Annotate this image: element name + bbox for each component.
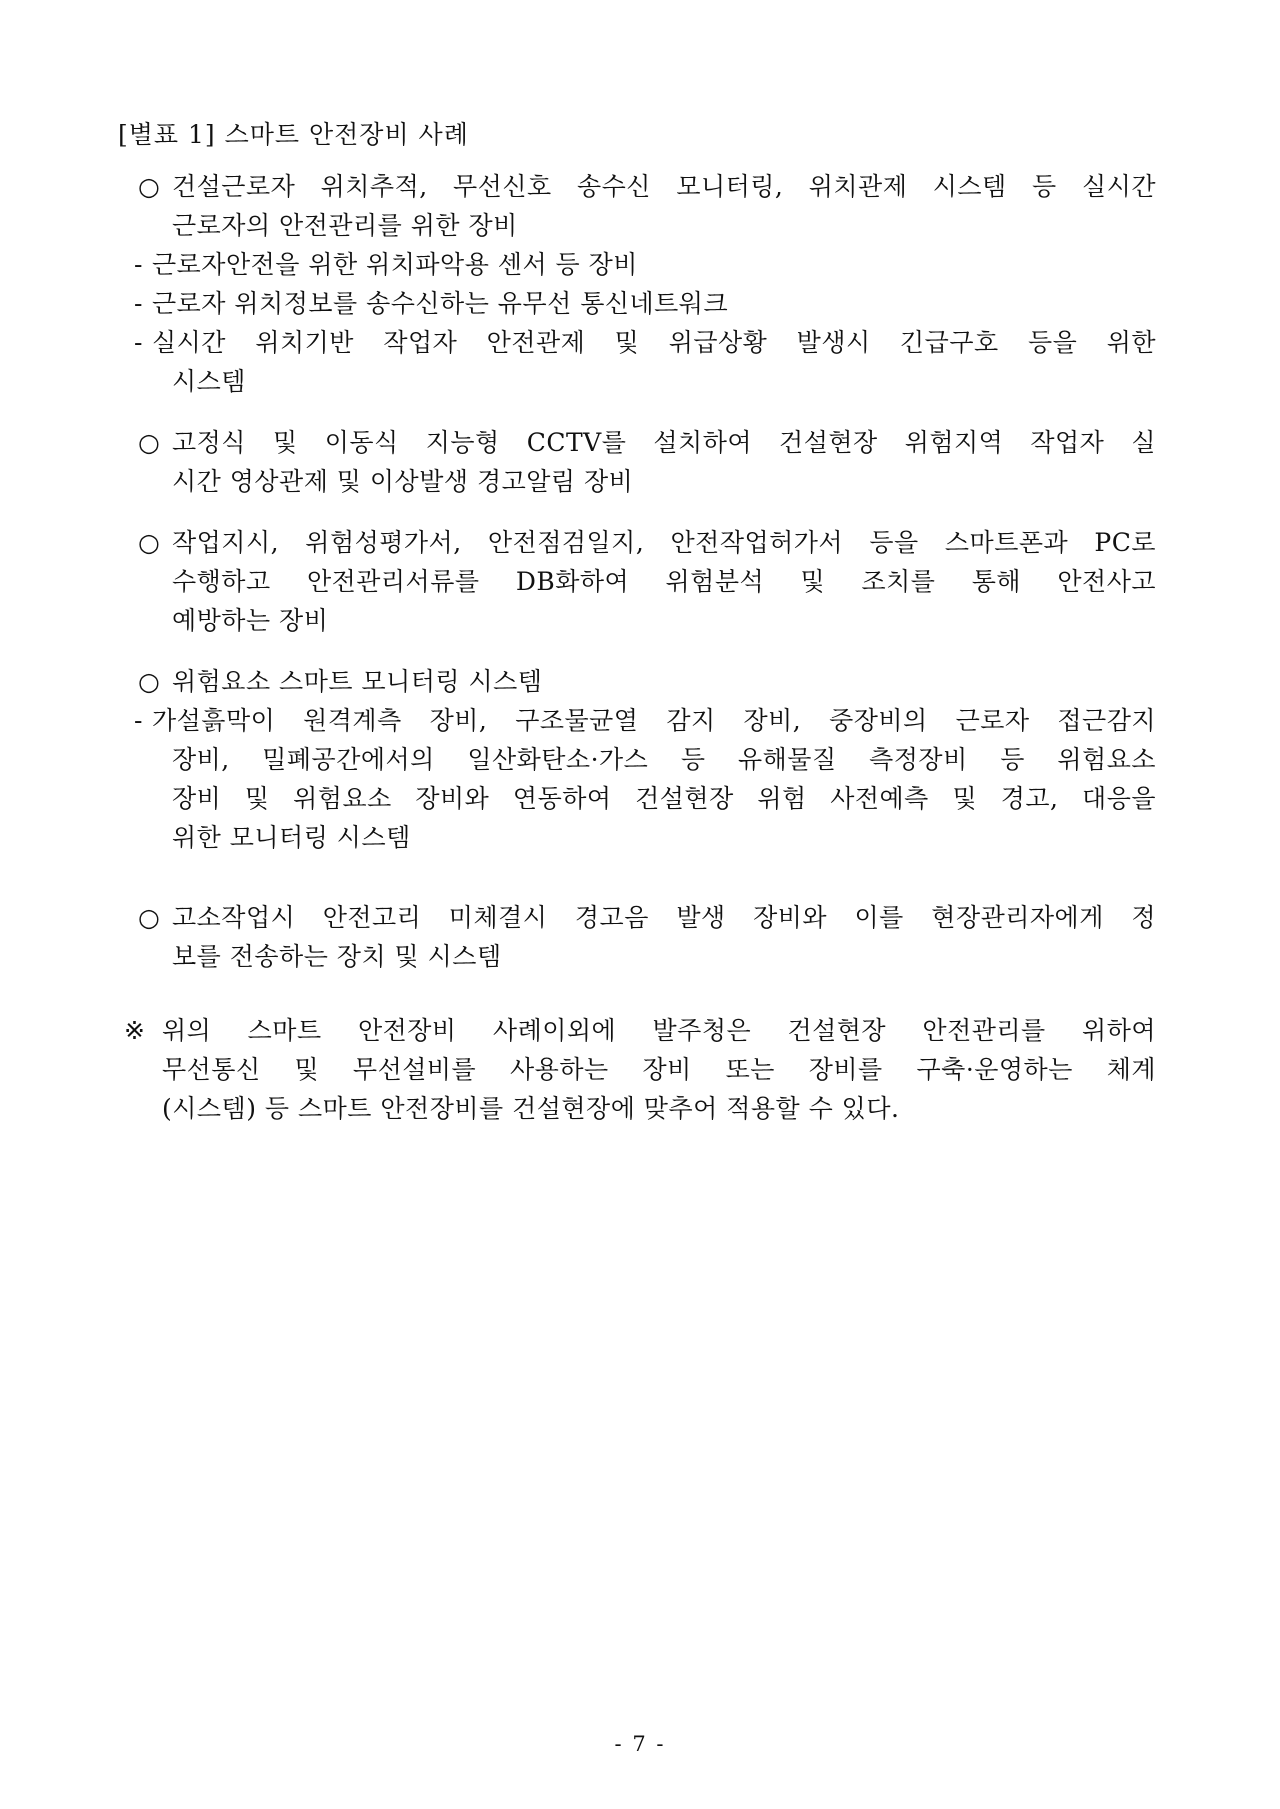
sub-item-text: 근로자안전을 위한 위치파악용 센서 등 장비 [152, 250, 638, 279]
page-title: [별표 1] 스마트 안전장비 사례 [118, 120, 469, 149]
sub-item-text: 장비, 밀폐공간에서의 일산화탄소·가스 등 유해물질 측정장비 등 위험요소 [172, 745, 1156, 774]
section-text-line: 위험요소 스마트 모니터링 시스템 [172, 667, 543, 696]
reference-mark-icon: ※ [124, 1016, 145, 1045]
circle-bullet: ○ [138, 172, 160, 201]
note-text-line: (시스템) 등 스마트 안전장비를 건설현장에 맞추어 적용할 수 있다. [162, 1094, 900, 1123]
section-text-line: 고정식 및 이동식 지능형 CCTV를 설치하여 건설현장 위험지역 작업자 실 [172, 428, 1156, 457]
dash-bullet: - [134, 289, 143, 318]
sub-item-text: 근로자 위치정보를 송수신하는 유무선 통신네트워크 [152, 289, 729, 318]
dash-bullet: - [134, 250, 143, 279]
note-text-line: 위의 스마트 안전장비 사례이외에 발주청은 건설현장 안전관리를 위하여 [162, 1016, 1156, 1045]
circle-bullet: ○ [138, 903, 160, 932]
sub-item-text: 장비 및 위험요소 장비와 연동하여 건설현장 위험 사전예측 및 경고, 대응을 [172, 784, 1156, 813]
page-number: - 7 - [614, 1732, 666, 1756]
section-text-line: 보를 전송하는 장치 및 시스템 [172, 942, 502, 971]
section-text-line: 건설근로자 위치추적, 무선신호 송수신 모니터링, 위치관제 시스템 등 실시간 [172, 172, 1156, 201]
circle-bullet: ○ [138, 528, 160, 557]
section-text-line: 수행하고 안전관리서류를 DB화하여 위험분석 및 조치를 통해 안전사고 [172, 567, 1156, 596]
circle-bullet: ○ [138, 428, 160, 457]
dash-bullet: - [134, 706, 143, 735]
section-text-line: 고소작업시 안전고리 미체결시 경고음 발생 장비와 이를 현장관리자에게 정 [172, 903, 1156, 932]
circle-bullet: ○ [138, 667, 160, 696]
dash-bullet: - [134, 328, 143, 357]
section-text-line: 작업지시, 위험성평가서, 안전점검일지, 안전작업허가서 등을 스마트폰과 PC로 [172, 528, 1156, 557]
sub-item-text: 위한 모니터링 시스템 [172, 823, 411, 852]
section-text-line: 근로자의 안전관리를 위한 장비 [172, 211, 518, 240]
section-text-line: 시간 영상관제 및 이상발생 경고알림 장비 [172, 467, 634, 496]
sub-item-text: 실시간 위치기반 작업자 안전관제 및 위급상황 발생시 긴급구호 등을 위한 [152, 328, 1156, 357]
sub-item-text: 가설흙막이 원격계측 장비, 구조물균열 감지 장비, 중장비의 근로자 접근감지 [152, 706, 1156, 735]
sub-item-text: 시스템 [172, 367, 246, 396]
section-text-line: 예방하는 장비 [172, 606, 329, 635]
note-text-line: 무선통신 및 무선설비를 사용하는 장비 또는 장비를 구축·운영하는 체계 [162, 1055, 1156, 1084]
